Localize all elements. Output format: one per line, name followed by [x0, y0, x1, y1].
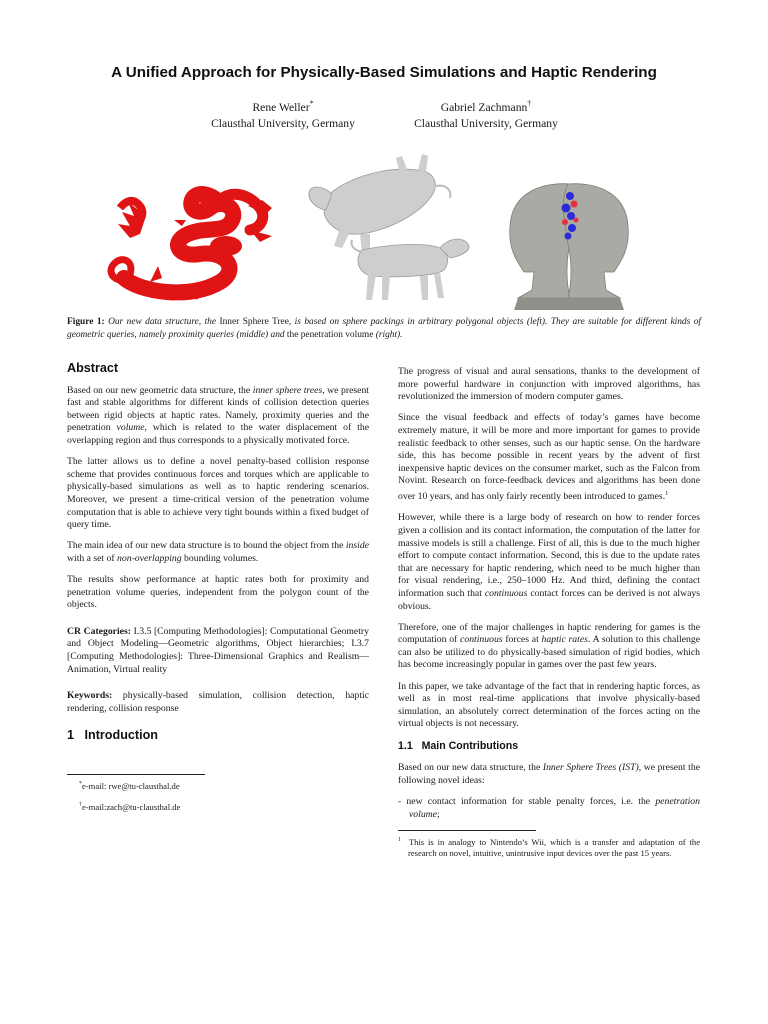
footnote-mark: †: [79, 802, 82, 809]
text-run: The main idea of our new data structure is to bound the object from the: [67, 540, 346, 552]
contributions-lead: [398, 762, 700, 787]
caption-run: the penetration volume: [286, 330, 374, 340]
contributions-heading: [398, 740, 700, 753]
dragon-model: [111, 190, 272, 300]
teaser-figure: [100, 150, 700, 310]
keywords-text: physically-based simulation, collision detection, haptic rendering, collision response: [67, 690, 369, 714]
author-2-affiliation: Clausthal University, Germany: [414, 116, 558, 130]
text-run: However, while there is a large body of research on how to render forces given a collision and its contact information, the computation of the latter for massive models is still a challenge. First of all, this is due to the much higher effort to compute contact information. Second, this is due to the update rates that are necessary for haptic rendering, which need to be much higher than for visual rendering, i.e., 250–1000 Hz. And third, defining the contact information such that: [398, 512, 700, 599]
text-run: with a set of: [67, 552, 118, 564]
text-run: forces at: [502, 634, 542, 646]
footnote-rule: [398, 830, 536, 831]
text-run: haptic rates: [541, 634, 588, 646]
cr-text: I.3.5 [Computing Methodologies]: Computational Geometry and Object Modeling—Geometric algorithms, Object hierarchies; I.3.7 [Computing Methodologies]: Three-Dimensional Graphics and Realism—Animation, Virtual reality: [67, 625, 369, 675]
author-2-mark: †: [527, 99, 532, 108]
author-1-name: Rene Weller: [252, 100, 310, 114]
author-1-affiliation: Clausthal University, Germany: [211, 116, 355, 130]
footnote-text: e-mail:zach@tu-clausthal.de: [82, 802, 181, 813]
intro-paragraph: [398, 681, 700, 731]
text-run: The progress of visual and aural sensations, thanks to the development of more powerful hardware in conjunction with improved algorithms, has revolutionized the immersion of modern computer games.: [398, 366, 700, 403]
caption-run: (right).: [373, 330, 403, 340]
cr-label: CR Categories:: [67, 625, 131, 637]
intro-paragraph: [398, 412, 700, 503]
right-column: [398, 366, 700, 867]
text-run: contact forces can be derived is not always obvious.: [398, 587, 700, 612]
figure-label: Figure 1:: [67, 317, 105, 327]
contributions-number: 1.1: [398, 739, 413, 752]
abstract-paragraph: [67, 540, 369, 565]
footnote-email-1: [67, 779, 369, 792]
text-run: - new contact information for stable penalty forces, i.e. the: [398, 796, 656, 808]
paper-title: A Unified Approach for Physically-Based Simulations and Haptic Rendering: [111, 64, 657, 81]
text-run: continuous: [460, 634, 503, 646]
author-2-name: Gabriel Zachmann: [440, 100, 528, 114]
abstract-paragraph: [67, 456, 369, 532]
text-run: , we present fast and stable algorithms for different kinds of collision detection queries between rigid objects at haptic rates. Namely, proximity queries and the penetration: [67, 384, 369, 434]
intro-paragraph: [398, 512, 700, 613]
text-run: . A solution to this challenge can also be utilized to do physically-based simulation of rigid bodies, which has become increasingly popular in games over the past few years.: [398, 634, 700, 671]
keywords: [67, 690, 369, 715]
cow-model-lower: [351, 239, 468, 300]
contributions-title: Main Contributions: [421, 739, 519, 752]
cow-model-upper: [309, 154, 450, 254]
figure-caption-text: [67, 317, 701, 340]
text-run: Based on our new data structure, the: [398, 762, 543, 774]
text-run: , which is related to the water displacement of the overlapping region and thus corresponds to a physically motivated force.: [67, 422, 370, 446]
intro-paragraph: [398, 366, 700, 404]
abstract-heading: Abstract: [67, 361, 119, 375]
keywords-label: Keywords:: [67, 690, 113, 702]
author-1: [178, 96, 388, 132]
text-run: , we present the following novel ideas:: [398, 762, 700, 786]
text-run: continuous: [484, 587, 528, 599]
author-1-mark: *: [309, 99, 314, 108]
footnote-text: This is in analogy to Nintendo’s Wii, which is a transfer and adaptation of the research on novel, intuitive, unintrusive input devices over the past 15 years.: [408, 836, 701, 858]
text-run: non-overlapping: [117, 552, 182, 564]
abstract-paragraph: [67, 574, 369, 612]
text-run: inside: [345, 540, 369, 552]
cr-categories: [67, 626, 369, 676]
figure-caption: [67, 316, 701, 342]
caption-run: Inner Sphere Tree: [219, 317, 289, 327]
footnote-text: e-mail: rwe@tu-clausthal.de: [82, 780, 180, 791]
text-run: The results show performance at haptic rates both for proximity and penetration volume queries, independent from the polygon count of the objects.: [67, 574, 369, 611]
text-run: penetration volume: [409, 796, 700, 820]
text-run: Inner Sphere Trees (IST): [542, 762, 639, 774]
caption-run: , is based on sphere packings in arbitrary polygonal objects (left). They are suitable for different kinds of geometric queries, namely proximity queries (middle) and: [67, 317, 701, 340]
contribution-item: [398, 796, 700, 821]
text-run: bounding volumes.: [181, 552, 259, 564]
intro-number: 1: [67, 728, 75, 743]
caption-run: Our new data structure, the: [104, 317, 220, 327]
text-run: In this paper, we take advantage of the fact that in rendering haptic forces, as well as in most real-time applications that involve physically-based simulation, an absolutely correct determination of the forces acting on the virtual objects is not necessary.: [398, 680, 700, 730]
footnote-email-2: [67, 800, 369, 813]
abstract-paragraph: [67, 385, 369, 448]
footnote-wii: [398, 835, 700, 859]
left-column: [67, 362, 369, 822]
footnote-ref: 1: [665, 489, 669, 497]
text-run: volume: [116, 422, 145, 434]
footnote-rule: [67, 774, 205, 775]
intro-heading: [67, 729, 369, 742]
text-run: Therefore, one of the major challenges in haptic rendering for games is the computation of: [398, 621, 700, 646]
intro-paragraph: [398, 622, 700, 672]
text-run: ;: [436, 808, 440, 820]
footnote-mark: *: [79, 781, 82, 788]
footnote-mark: 1: [398, 836, 401, 843]
text-run: Since the visual feedback and effects of today’s games have become extremely mature, it will be more and more important for games to provide realistic feedback to other senses, such as our haptic sense. On the hardware side, this has become possible in recent years by the advent of first inexpensive haptic devices on the consumer market, such as the Falcon from Novint. Research on force-feedback devices and algorithms has been done over 10 years, and has only fairly recently been introduced to games.: [398, 412, 700, 503]
text-run: inner sphere trees: [252, 384, 323, 396]
intro-title: Introduction: [84, 728, 158, 743]
text-run: Based on our new geometric data structure, the: [67, 384, 253, 396]
text-run: The latter allows us to define a novel penalty-based collision response scheme that provides continuous forces and torques which are applicable to physically-based simulations as well as to haptic rendering scenarios. Moreover, we present a time-critical version of the penetration volume computation that is able to achieve very tight bounds within a fixed budget of query time.: [67, 456, 369, 531]
author-2: [381, 96, 591, 132]
